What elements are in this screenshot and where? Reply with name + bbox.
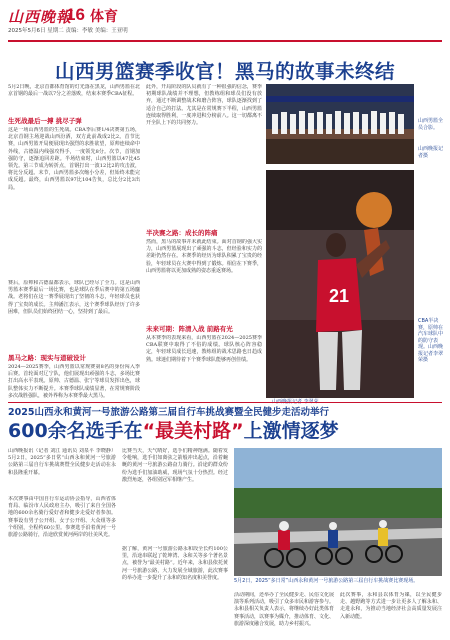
masthead-rule bbox=[8, 40, 442, 42]
article2-byline: 山西晚报讯（记者 刘江 通讯员 刘泉平 李晓静）5月2日，2025“多日常”山西永和黄河一号旅游公路第三届自行车挑战赛暨全民健步走活动在永和县隆重开幕。 bbox=[8, 448, 116, 476]
article1-body1b: 赛后，原帅和古德温都表示，球队已经尽了全力。这是山西男篮本赛季最后一场比赛，也是球队在季后赛中的第五场鏖战。老将们在这一赛季展现出了坚韧的斗志，年轻球员也获得了宝贵的成长。主帅潘江表示，这个赛季球队经历了许多困难，但队员们始终团结一心，坚持到了最后。 bbox=[8, 280, 140, 315]
article2-headline-quote: “最美村路” bbox=[142, 420, 244, 442]
article1-body1: 这是一场山西男篮的生死战。CBA季后赛1/4决赛第五场，北京首钢主场迎战山西汾酒，双方此前战成2比2。首节比赛，山西男篮开局便展现出强烈的求胜欲望，原帅连续命中外线，古德温内线强攻得手，一度领先8分。次节，首钢加强防守，逐渐追回差距。半场结束时，山西男篮以47比45领先。第三节成为转折点，首钢打出一波12比2的攻击波，将比分反超。末节，山西男篮多次缩小分差，但始终未能完成反超。最终，山西男篮以97比104告负，总比分2比3出局。 bbox=[8, 127, 140, 191]
team-photo-credit: 山西晚报记者摄 bbox=[418, 146, 444, 159]
article2-headline-pre: 600余名选手在 bbox=[8, 420, 143, 442]
article1-col2c: 从本赛季的表现来看，山西男篮在2024—2025赛季CBA联赛中取得了不俗的成绩。球队核心阵容稳定，年轻球员成长迅速，教练组的战术思路也日趋成熟。球迷们期待着下个赛季球队能够再创佳绩。 bbox=[146, 335, 262, 363]
article2-headline-post: 上激情逐梦 bbox=[243, 420, 339, 442]
article1-lead: 5月2日晚，北京首都体育馆的灯光落在黑龙，山西男篮在北京首钢的最后一战以7分之差落败，结束本赛季CBA征程。 bbox=[8, 84, 140, 98]
player-photo bbox=[266, 170, 414, 398]
article2-headline bbox=[8, 416, 442, 443]
team-photo-caption: 山西男篮全员合影。 bbox=[418, 118, 444, 131]
article1-sub3: 半决赛之路：成长的阵痛 bbox=[146, 229, 218, 237]
article2-kicker: 2025山西永和黄河一号旅游公路第三届自行车挑战赛暨全民健步走活动举行 bbox=[8, 407, 329, 418]
article2-body2: 比赛当天，天气晴好，选手们精神饱满。随着发令枪响，选手们如离弦之箭般冲出起点，沿着蜿蜒的黄河一号旅游公路奋力骑行。沿途的群众纷纷为选手们加油助威，现场气氛十分热烈。经过激烈角逐，各组别冠军相继产生。 bbox=[122, 448, 228, 483]
article1-col2a: 此外，开局阶段的队员就有了一种很强的信念，赛季初期球队战绩并不理想，但教练组和球员们没有放弃，通过不断调整战术和磨合阵容，球队逐渐找到了适合自己的打法。尤其是在常规赛下半程，山西男篮连续取得胜利，一度冲进积分榜前八。这一切都离不开全队上下的共同努力。 bbox=[146, 84, 262, 127]
article2-body5: 此次赛事，永和县以体育为媒，以全民健步走、越野跑等方式进一步让更多人了解永和、走进永和，为推动当地经济社会高质量发展注入新动能。 bbox=[340, 592, 442, 620]
cycling-photo bbox=[234, 448, 442, 576]
article1-col2b: 然而，黑马的故事并未就此结束。面对首钢的强大实力，山西男篮展现出了顽强的斗志，但经验和实力的差距仍然存在。本赛季的经历为球队积累了宝贵的经验，年轻球员在大赛中得到了锻炼。相信在下赛季，山西男篮将以更加成熟的姿态重返赛场。 bbox=[146, 239, 262, 274]
article1-sub2: 黑马之路：现实与道破设计 bbox=[8, 354, 86, 362]
article1-sub1: 生死战最后一搏 挑尽子弹 bbox=[8, 117, 82, 125]
article2-body4: 活动期间，还举办了全民健步走、民俗文化展演等系列活动，吸引了众多市民和游客参与。永和县相关负责人表示，将继续办好此类体育赛事活动，以赛事为媒介，推动体育、文化、旅游深度融合发展，助力乡村振兴。 bbox=[234, 592, 334, 627]
newspaper-logo: 山西晚報 bbox=[8, 8, 73, 26]
masthead bbox=[8, 6, 442, 36]
team-photo bbox=[266, 84, 414, 164]
article2-body3: 据了解，黄河一号旅游公路永和段全长约100公里，沿途串联起了乾坤湾、永和关等多个著名景点，被誉为“最美村路”。近年来，永和县依托黄河一号旅游公路，大力发展全域旅游，此次赛事的举办进一步提升了永和的知名度和美誉度。 bbox=[122, 546, 228, 581]
headline-main: 山西男篮赛季收官！黑马的故事未终结 bbox=[54, 60, 395, 83]
player-photo-caption: CBA半决赛，原帅在汽车球队中的防守表现。山西晚报记者李翠荣摄 bbox=[418, 318, 444, 363]
section-title: 体育 bbox=[90, 9, 118, 25]
article2-body1: 本次赛事由中国自行车运动协会指导，山西省体育局、临汾市人民政府主办，吸引了来自全国各地的600余名骑行爱好者和健步走爱好者参加。赛事设有男子公开组、女子公开组、大众组等多个组别，全程约60公里。参赛选手沿着黄河一号旅游公路骑行，沿途欣赏黄河两岸的壮美风光。 bbox=[8, 496, 116, 539]
svg-text:21: 21 bbox=[329, 286, 350, 306]
article1-sub4: 未来可期：阵清入战 前路有光 bbox=[146, 325, 233, 333]
article1-body2: 2024—2025赛季，山西男篮以常规赛第8名的身份闯入季后赛。首轮面对辽宁队，他们展现出顽强的斗志，多场比赛打出高水平表现。原帅、古德温、张宁等球员发挥出色，球队整体实力不断提升。本赛季球队成绩显著，在常规赛阶段多次战胜强队，被外界称为本赛季最大黑马。 bbox=[8, 364, 140, 398]
cycling-photo-caption: 5月2日，2025“多日常”山西永和黄河一号旅游公路第三届自行车挑战赛比赛现场。 bbox=[234, 578, 419, 584]
dateline: 2025年5月6日 星期二 责编：李敏 美编：王亚明 bbox=[8, 28, 128, 34]
page-number: 16 bbox=[66, 5, 85, 24]
section-divider bbox=[8, 402, 442, 403]
